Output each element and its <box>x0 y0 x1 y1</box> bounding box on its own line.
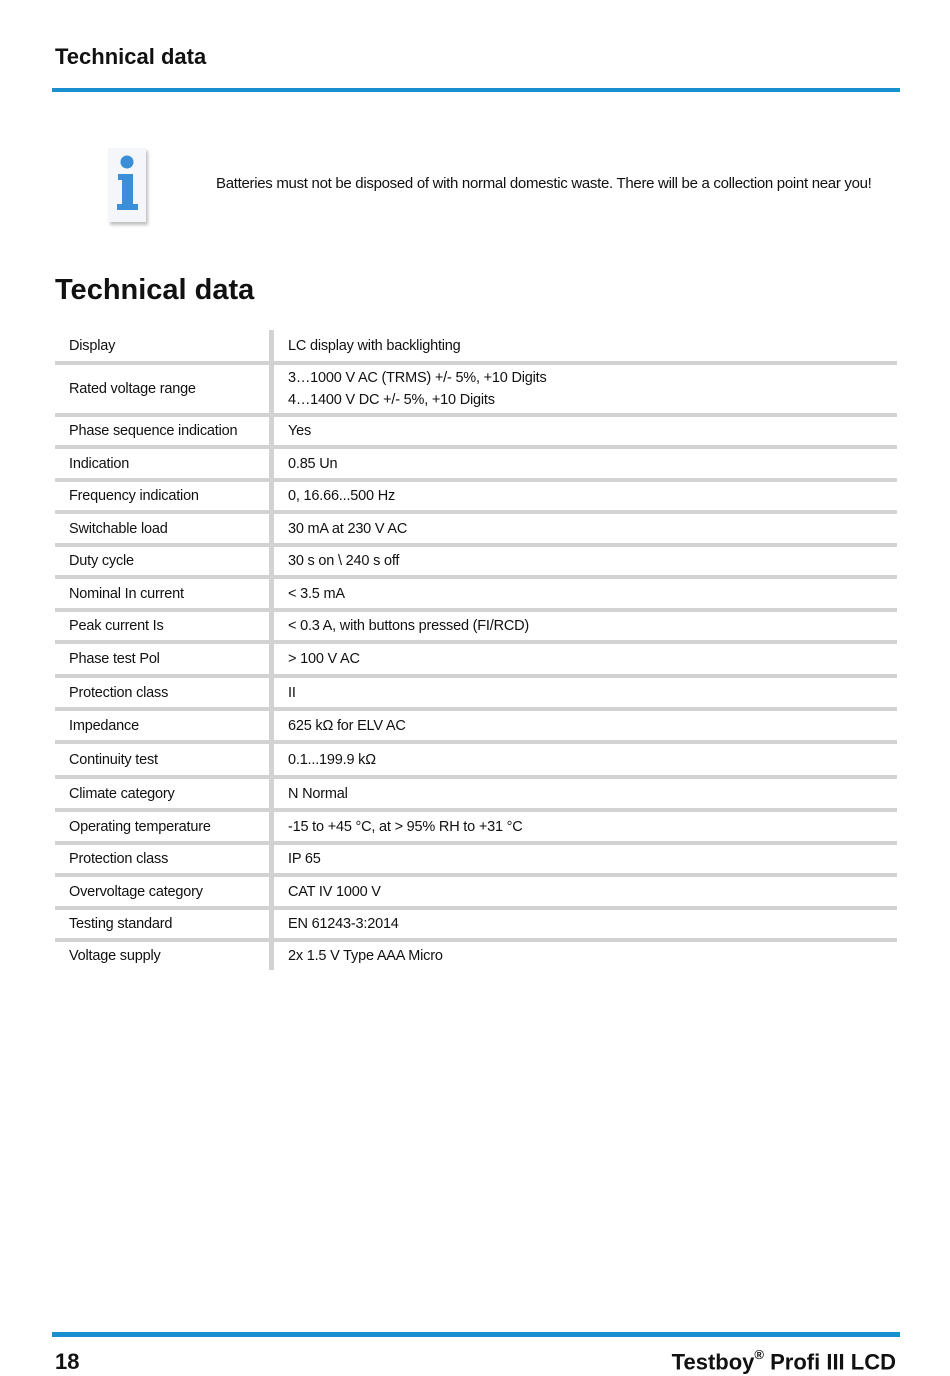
spec-value: LC display with backlighting <box>272 330 898 363</box>
table-row <box>55 545 897 577</box>
spec-value: 0, 16.66...500 Hz <box>272 480 898 512</box>
table-row <box>55 480 897 512</box>
spec-label: Phase sequence indication <box>55 415 272 447</box>
table-row <box>55 610 897 642</box>
table-row <box>55 330 897 363</box>
spec-value-line: 4…1400 V DC +/- 5%, +10 Digits <box>288 392 495 408</box>
spec-label: Impedance <box>55 709 272 742</box>
model-name: Profi III LCD <box>770 1349 896 1375</box>
spec-value: 2x 1.5 V Type AAA Micro <box>272 940 898 970</box>
table-row <box>55 940 897 970</box>
table-row <box>55 642 897 676</box>
table-row <box>55 709 897 742</box>
spec-value: II <box>272 676 898 709</box>
spec-label: Duty cycle <box>55 545 272 577</box>
spec-value: 30 s on \ 240 s off <box>272 545 898 577</box>
spec-label: Nominal In current <box>55 577 272 610</box>
table-row <box>55 447 897 480</box>
spec-label: Protection class <box>55 676 272 709</box>
table-row <box>55 742 897 777</box>
product-name <box>672 1349 896 1375</box>
footer-rule <box>52 1332 900 1337</box>
section-title: Technical data <box>55 274 255 306</box>
spec-value: -15 to +45 °C, at > 95% RH to +31 °C <box>272 810 898 843</box>
spec-value: > 100 V AC <box>272 642 898 676</box>
spec-value: CAT IV 1000 V <box>272 875 898 908</box>
battery-disposal-notice: Batteries must not be disposed of with normal domestic waste. There will be a collection point near you! <box>216 175 872 192</box>
spec-label: Operating temperature <box>55 810 272 843</box>
registered-mark: ® <box>754 1347 764 1362</box>
table-row <box>55 908 897 940</box>
spec-label: Climate category <box>55 777 272 810</box>
spec-label: Testing standard <box>55 908 272 940</box>
spec-label: Overvoltage category <box>55 875 272 908</box>
spec-value: Yes <box>272 415 898 447</box>
technical-data-table <box>55 330 897 970</box>
spec-label: Voltage supply <box>69 948 161 964</box>
spec-label: Continuity test <box>55 742 272 777</box>
table-row <box>55 875 897 908</box>
table-row <box>55 777 897 810</box>
info-icon <box>108 148 146 222</box>
brand-name: Testboy <box>671 1349 755 1375</box>
table-row <box>55 810 897 843</box>
spec-value: 0.85 Un <box>272 447 898 480</box>
spec-value: < 3.5 mA <box>272 577 898 610</box>
spec-value: < 0.3 A, with buttons pressed (FI/RCD) <box>272 610 898 642</box>
page-number: 18 <box>55 1349 80 1374</box>
spec-value-line: 3…1000 V AC (TRMS) +/- 5%, +10 Digits <box>288 370 547 386</box>
spec-label: Frequency indication <box>55 480 272 512</box>
header-rule <box>52 88 900 92</box>
spec-label: Protection class <box>55 843 272 875</box>
table-row <box>55 676 897 709</box>
table-row <box>55 843 897 875</box>
table-row <box>55 577 897 610</box>
spec-value <box>272 363 898 415</box>
spec-label: Rated voltage range <box>55 363 272 415</box>
spec-value: 30 mA at 230 V AC <box>272 512 898 545</box>
spec-value: EN 61243-3:2014 <box>272 908 898 940</box>
spec-label: Switchable load <box>55 512 272 545</box>
table-row <box>55 363 897 415</box>
spec-value: 0.1...199.9 kΩ <box>272 742 898 777</box>
spec-label: Peak current Is <box>55 610 272 642</box>
spec-value: IP 65 <box>272 843 898 875</box>
table-row <box>55 415 897 447</box>
spec-label: Indication <box>55 447 272 480</box>
spec-value: N Normal <box>272 777 898 810</box>
table-row <box>55 512 897 545</box>
spec-label: Phase test Pol <box>55 642 272 676</box>
header-title: Technical data <box>55 44 207 69</box>
spec-value: 625 kΩ for ELV AC <box>272 709 898 742</box>
spec-label: Display <box>55 330 272 363</box>
